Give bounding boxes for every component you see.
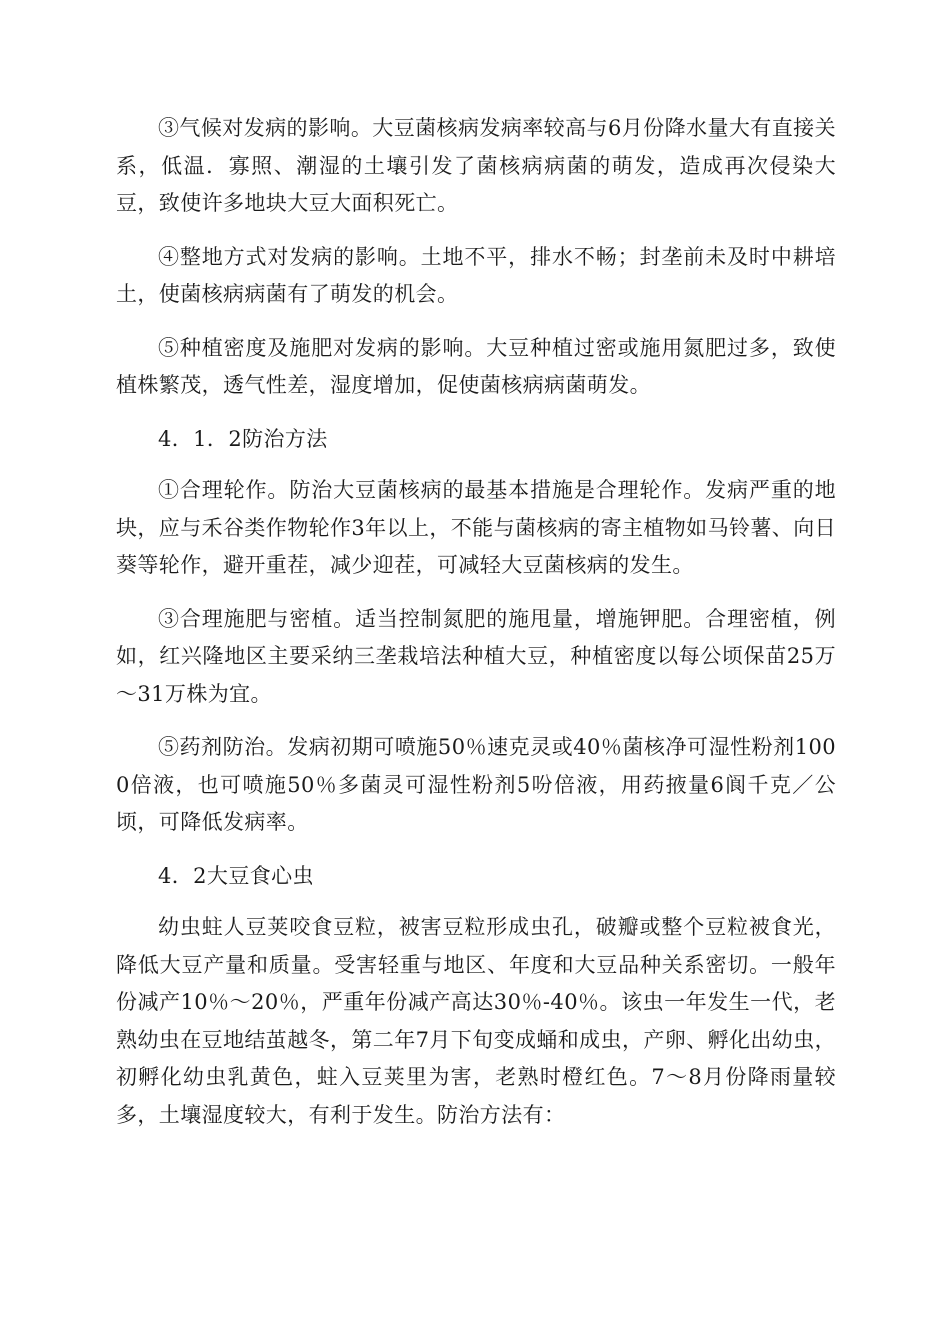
paragraph-density-fertilizer-impact: ⑤种植密度及施肥对发病的影响。大豆种植过密或施用氮肥过多，致使植株繁茂，透气性差，湿度增加，促使菌核病病菌萌发。: [116, 335, 836, 397]
paragraph-pod-borer-description: 幼虫蛀人豆荚咬食豆粒，被害豆粒形成虫孔，破瓣或整个豆粒被食光，降低大豆产量和质量。受害轻重与地区、年度和大豆品种关系密切。一般年份减产10％～20％，严重年份减产高达30％-40％。该虫一年发生一代，老熟幼虫在豆地结茧越冬，第二年7月下旬变成蛹和成虫，产卵、孵化出幼虫，初孵化幼虫乳黄色，蛀入豆荚里为害，老熟时橙红色。7～8月份降雨量较多，土壤湿度较大，有利于发生。防治方法有：: [116, 915, 836, 1127]
document-body: [116, 110, 836, 1150]
paragraph-land-preparation-impact: ④整地方式对发病的影响。土地不平，排水不畅；封垄前未及时中耕培土，使菌核病病菌有了萌发的机会。: [116, 244, 836, 306]
section-heading-control-methods: 4．1．2防治方法: [158, 426, 328, 451]
section-heading-soybean-pod-borer: 4．2大豆食心虫: [158, 863, 314, 888]
paragraph-crop-rotation: ①合理轮作。防治大豆菌核病的最基本措施是合理轮作。发病严重的地块，应与禾谷类作物轮作3年以上，不能与菌核病的寄主植物如马铃薯、向日葵等轮作，避开重茬，减少迎茬，可减轻大豆菌核病的发生。: [116, 478, 836, 577]
paragraph-chemical-control: ⑤药剂防治。发病初期可喷施50％速克灵或40％菌核净可湿性粉剂1000倍液，也可喷施50％多菌灵可湿性粉剂5吩倍液，用药掖量6阆千克／公顷，可降低发病率。: [116, 735, 836, 834]
paragraph-climate-impact: ③气候对发病的影响。大豆菌核病发病率较高与6月份降水量大有直接关系，低温．寡照、潮湿的土壤引发了菌核病病菌的萌发，造成再次侵染大豆，致使许多地块大豆大面积死亡。: [116, 116, 836, 215]
paragraph-fertilization-density: ③合理施肥与密植。适当控制氮肥的施甩量，增施钾肥。合理密植，例如，红兴隆地区主要采纳三垄栽培法种植大豆，种植密度以每公顷保苗25万～31万株为宜。: [116, 606, 836, 706]
